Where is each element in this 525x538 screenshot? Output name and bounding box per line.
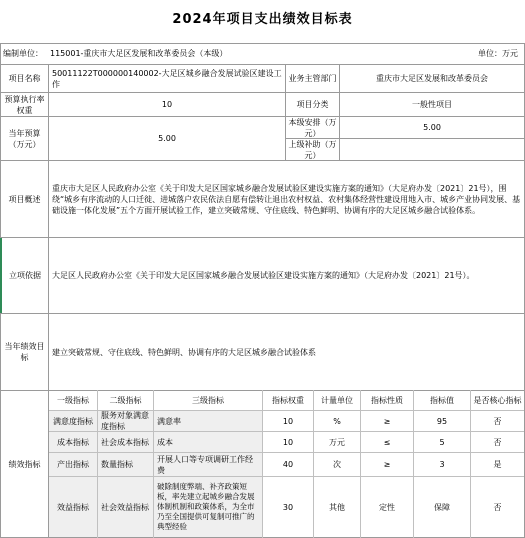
project-name-value: 50011122T000000140002-大足区城乡融合发展试验区建设工作 bbox=[52, 68, 282, 89]
overview-label: 项目概述 bbox=[8, 194, 41, 204]
indicator-core: 否 bbox=[493, 437, 502, 447]
indicator-section-label: 绩效指标 bbox=[8, 459, 41, 469]
indicator-core: 否 bbox=[493, 502, 502, 512]
indicator-nature: ≥ bbox=[383, 416, 391, 426]
indicator-header: 是否核心指标 bbox=[473, 396, 522, 405]
goal-text: 建立突破常规、守住底线、特色鲜明、协调有序的大足区城乡融合试验体系 bbox=[52, 347, 316, 357]
superior-subsidy-label: 上级补助（万元） bbox=[288, 139, 337, 160]
indicator-level3: 破除制度弊端、补齐政策短板，率先建立起城乡融合发展体制机制和政策体系，为全市乃至全国提供可复制可推广的典型经验 bbox=[154, 477, 262, 537]
indicator-unit: 其他 bbox=[329, 502, 345, 512]
indicator-value: 5 bbox=[439, 437, 445, 447]
indicator-header: 指标性质 bbox=[371, 396, 403, 405]
basis-text: 大足区人民政府办公室《关于印发大足区国家城乡融合发展试验区建设实施方案的通知》（大足府办发〔2021〕21号）。 bbox=[52, 271, 475, 280]
unit-label: 编制单位： bbox=[3, 49, 43, 58]
indicator-header: 二级指标 bbox=[109, 396, 142, 405]
department-value: 重庆市大足区发展和改革委员会 bbox=[376, 74, 488, 83]
indicator-header: 指标值 bbox=[430, 396, 454, 405]
indicator-level1: 成本指标 bbox=[49, 432, 97, 452]
indicator-unit: 次 bbox=[333, 460, 341, 469]
indicator-header: 三级指标 bbox=[192, 396, 224, 405]
indicator-level2: 数量指标 bbox=[98, 453, 153, 476]
category-value: 一般性项目 bbox=[412, 100, 452, 109]
indicator-core: 否 bbox=[493, 416, 502, 426]
indicator-value: 保障 bbox=[434, 502, 450, 512]
indicator-header: 一级指标 bbox=[57, 396, 89, 405]
indicator-unit: % bbox=[333, 416, 341, 426]
indicator-nature: 定性 bbox=[379, 502, 395, 512]
indicator-weight: 10 bbox=[282, 437, 294, 447]
indicator-header: 指标权重 bbox=[272, 396, 304, 405]
indicator-weight: 30 bbox=[282, 502, 294, 512]
budget-label: 当年预算（万元） bbox=[8, 128, 41, 149]
indicator-nature: ≤ bbox=[383, 437, 391, 447]
currency-unit: 单位：万元 bbox=[478, 49, 518, 58]
budget-value: 5.00 bbox=[158, 134, 176, 143]
goal-label: 当年绩效目标 bbox=[4, 342, 45, 362]
unit-value: 115001-重庆市大足区发展和改革委员会（本级） bbox=[50, 49, 228, 58]
overview-text: 重庆市大足区人民政府办公室《关于印发大足区国家城乡融合发展试验区建设实施方案的通知》（大足府办发〔2021〕21号），围绕“城乡有序流动的人口迁徙、进城落户农民依法自愿有偿转让退出农村权益、农村集体经营性建设用地入市、城乡产业协同发展、基础设施一体化发展”五个方面开展试验工作，建立突破常规、守住底线、特色鲜明、协调有序的大足区城乡融合试验体系。 bbox=[52, 183, 521, 215]
superior-subsidy-value bbox=[340, 139, 524, 160]
project-name-label: 项目名称 bbox=[8, 74, 41, 83]
indicator-level1: 满意度指标 bbox=[49, 411, 97, 431]
indicator-level3: 开展人口等专项调研工作经费 bbox=[154, 453, 262, 476]
indicator-weight: 10 bbox=[282, 416, 294, 426]
execution-weight-value: 10 bbox=[161, 100, 173, 109]
indicator-value: 95 bbox=[436, 416, 448, 426]
indicator-header: 计量单位 bbox=[321, 396, 353, 405]
indicator-level2: 社会成本指标 bbox=[98, 432, 153, 452]
indicator-core: 是 bbox=[493, 460, 502, 469]
own-budget-value: 5.00 bbox=[423, 123, 441, 132]
indicator-level2: 社会效益指标 bbox=[98, 477, 153, 537]
indicator-level3: 成本 bbox=[154, 432, 262, 452]
indicator-level1: 产出指标 bbox=[49, 453, 97, 476]
indicator-weight: 40 bbox=[282, 460, 294, 469]
own-budget-label: 本级安排（万元） bbox=[288, 117, 337, 138]
basis-label: 立项依据 bbox=[9, 271, 41, 280]
execution-weight-label: 预算执行率权重 bbox=[4, 94, 45, 115]
indicator-unit: 万元 bbox=[329, 437, 345, 447]
indicator-value: 3 bbox=[439, 460, 445, 469]
page-title: 2024年项目支出绩效目标表 bbox=[172, 12, 353, 27]
category-label: 项目分类 bbox=[296, 100, 329, 109]
indicator-level3: 满意率 bbox=[154, 411, 262, 431]
indicator-level2: 服务对象满意度指标 bbox=[98, 411, 153, 431]
department-label: 业务主管部门 bbox=[288, 74, 337, 83]
indicator-nature: ≥ bbox=[383, 460, 391, 469]
indicator-level1: 效益指标 bbox=[49, 477, 97, 537]
